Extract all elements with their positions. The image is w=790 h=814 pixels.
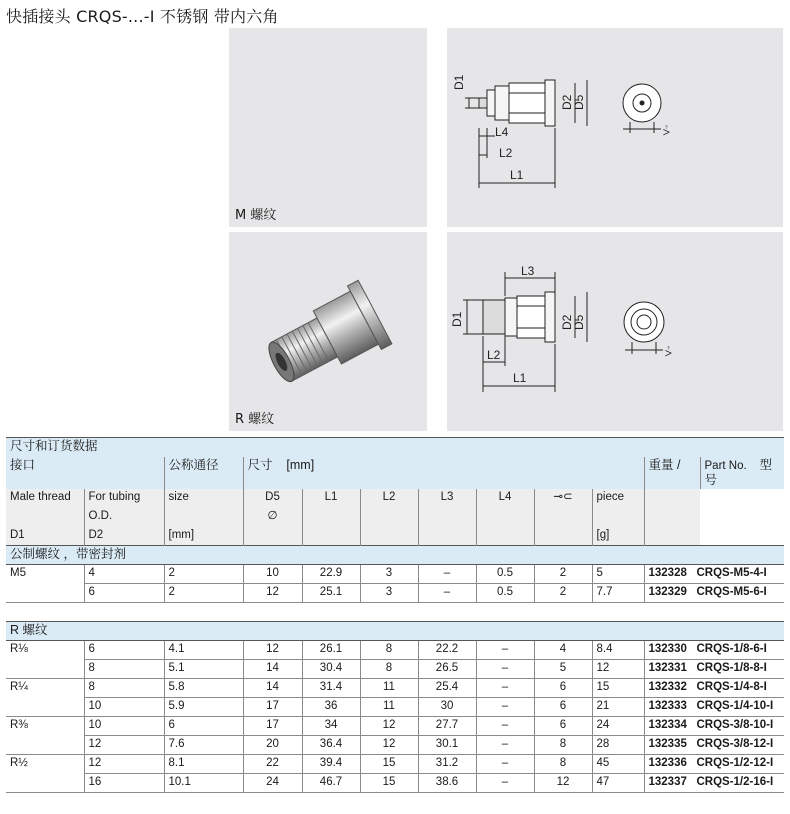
r-dim-d2-label: D2 (560, 314, 574, 330)
table-section-header (6, 438, 784, 457)
hdr-part-model (700, 457, 784, 489)
r-dim-l1-label: L1 (513, 371, 527, 385)
cell-l2: 12 (360, 736, 418, 755)
page-title: 快插接头 CRQS-...-I 不锈钢 带内六角 (6, 7, 279, 26)
hdr-od: O.D. (84, 508, 164, 527)
table-row (6, 736, 784, 755)
cell-part: 132328 (648, 567, 687, 579)
cell-thread (6, 774, 84, 793)
cell-model: CRQS-1/2-16-I (696, 776, 774, 788)
cell-l1: 39.4 (302, 755, 360, 774)
cell-weight: 7.7 (592, 584, 644, 603)
cell-d5: 17 (243, 698, 302, 717)
hdr-d2: D2 (84, 527, 164, 546)
r-thread-drawing (447, 232, 783, 431)
table-row (6, 679, 784, 698)
cell-size: 8.1 (164, 755, 243, 774)
cell-l1: 22.9 (302, 565, 360, 584)
header-row-2 (6, 489, 784, 508)
cell-l4: – (476, 736, 534, 755)
hdr-wrench-icon: ⊸⊂ (534, 489, 592, 508)
cell-l4: – (476, 660, 534, 679)
cell-weight: 47 (592, 774, 644, 793)
cell-wrench: 5 (534, 660, 592, 679)
r-thread-rows (6, 641, 784, 793)
dim-l1-label: L1 (510, 168, 524, 182)
cell-part-model (644, 641, 784, 660)
cell-l2: 11 (360, 698, 418, 717)
dim-d1-label: D1 (452, 74, 466, 90)
cell-tubing: 4 (84, 565, 164, 584)
m-thread-drawing (447, 28, 783, 227)
cell-tubing: 10 (84, 698, 164, 717)
table-row (6, 565, 784, 584)
m-thread-photo-panel (229, 28, 427, 227)
r-dim-l3-label: L3 (521, 264, 535, 278)
m-thread-drawing-panel (447, 28, 783, 227)
cell-l4: 0.5 (476, 565, 534, 584)
fitting-photo (229, 232, 427, 431)
cell-l3: 27.7 (418, 717, 476, 736)
cell-part: 132331 (648, 662, 687, 674)
cell-l2: 3 (360, 584, 418, 603)
hdr-part-no: Part No. (704, 459, 747, 472)
cell-size: 6 (164, 717, 243, 736)
dim-d2-label: D2 (560, 94, 574, 110)
hdr-size-unit: [mm] (164, 527, 243, 546)
cell-l1: 30.4 (302, 660, 360, 679)
cell-thread: R⅛ (10, 643, 28, 655)
cell-tubing: 12 (84, 755, 164, 774)
cell-part: 132334 (648, 719, 687, 731)
cell-l3: 25.4 (418, 679, 476, 698)
cell-d5: 12 (243, 584, 302, 603)
cell-l4: – (476, 755, 534, 774)
cell-weight: 45 (592, 755, 644, 774)
cell-weight: 24 (592, 717, 644, 736)
cell-size: 5.1 (164, 660, 243, 679)
cell-l2: 15 (360, 755, 418, 774)
cell-size: 2 (164, 584, 243, 603)
cell-wrench: 8 (534, 736, 592, 755)
r-dim-d5-label: D5 (572, 314, 586, 330)
cell-part-model (644, 717, 784, 736)
table-row (6, 698, 784, 717)
cell-weight: 15 (592, 679, 644, 698)
cell-d5: 24 (243, 774, 302, 793)
spec-table (6, 437, 784, 793)
cell-part: 132332 (648, 681, 687, 693)
cell-l4: – (476, 717, 534, 736)
cell-d5: 12 (243, 641, 302, 660)
cell-l2: 12 (360, 717, 418, 736)
cell-d5: 22 (243, 755, 302, 774)
cell-tubing: 6 (84, 584, 164, 603)
cell-model: CRQS-1/8-6-I (696, 643, 767, 655)
cell-l1: 25.1 (302, 584, 360, 603)
hdr-weight: 重量 / (644, 457, 700, 489)
cell-model: CRQS-3/8-12-I (696, 738, 774, 750)
hdr-diameter-icon: ∅ (243, 508, 302, 527)
hdr-model: 型号 (704, 457, 772, 487)
cell-weight: 5 (592, 565, 644, 584)
cell-model: CRQS-M5-4-I (696, 567, 767, 579)
cell-l2: 3 (360, 565, 418, 584)
r-dim-l2-label: L2 (487, 348, 501, 362)
spacer-row (6, 603, 784, 622)
hdr-size: size (164, 489, 243, 508)
cell-part: 132329 (648, 586, 687, 598)
cell-d5: 14 (243, 660, 302, 679)
cell-weight: 28 (592, 736, 644, 755)
hdr-l1: L1 (302, 489, 360, 508)
cell-l3: 31.2 (418, 755, 476, 774)
cell-l4: – (476, 679, 534, 698)
dim-d5-label: D5 (572, 94, 586, 110)
cell-model: CRQS-3/8-10-I (696, 719, 774, 731)
cell-l3: – (418, 584, 476, 603)
r-section-row (6, 622, 784, 641)
cell-l1: 31.4 (302, 679, 360, 698)
r-section-title: R 螺纹 (6, 622, 784, 641)
cell-tubing: 8 (84, 679, 164, 698)
cell-l1: 36 (302, 698, 360, 717)
hdr-l4: L4 (476, 489, 534, 508)
cell-d5: 10 (243, 565, 302, 584)
header-row-3 (6, 508, 784, 527)
cell-thread (6, 584, 84, 603)
hdr-d5: D5 (243, 489, 302, 508)
cell-l4: – (476, 641, 534, 660)
cell-tubing: 16 (84, 774, 164, 793)
r-thread-label: R 螺纹 (235, 412, 275, 427)
cell-thread (6, 736, 84, 755)
hdr-mm-unit: [mm] (286, 457, 315, 472)
cell-weight: 12 (592, 660, 644, 679)
table-row (6, 717, 784, 736)
cell-tubing: 10 (84, 717, 164, 736)
cell-l2: 8 (360, 641, 418, 660)
cell-part-model (644, 736, 784, 755)
cell-part-model (644, 660, 784, 679)
cell-l4: – (476, 698, 534, 717)
cell-part: 132336 (648, 757, 687, 769)
cell-model: CRQS-1/4-10-I (696, 700, 774, 712)
cell-part-model (644, 679, 784, 698)
cell-size: 5.9 (164, 698, 243, 717)
cell-size: 4.1 (164, 641, 243, 660)
cell-thread (6, 660, 84, 679)
cell-wrench: 6 (534, 698, 592, 717)
table-row (6, 584, 784, 603)
m-thread-label: M 螺纹 (235, 208, 277, 223)
dim-l4-label: L4 (495, 125, 509, 139)
table-row (6, 641, 784, 660)
table-title: 尺寸和订货数据 (6, 438, 784, 457)
r-thread-photo-panel (229, 232, 427, 431)
cell-part: 132333 (648, 700, 687, 712)
cell-size: 7.6 (164, 736, 243, 755)
cell-size: 10.1 (164, 774, 243, 793)
hdr-l3: L3 (418, 489, 476, 508)
table-row (6, 774, 784, 793)
cell-wrench: 4 (534, 641, 592, 660)
hdr-for-tubing: For tubing (84, 489, 164, 508)
cell-part-model (644, 698, 784, 717)
hdr-connection: 接口 (10, 457, 36, 472)
cell-tubing: 12 (84, 736, 164, 755)
cell-model: CRQS-1/2-12-I (696, 757, 774, 769)
cell-l3: 30 (418, 698, 476, 717)
cell-wrench: 2 (534, 565, 592, 584)
cell-l2: 8 (360, 660, 418, 679)
metric-section-row (6, 546, 784, 565)
metric-section-title: 公制螺纹 ，带密封剂 (6, 546, 784, 565)
cell-d5: 17 (243, 717, 302, 736)
cell-l1: 46.7 (302, 774, 360, 793)
cell-wrench: 6 (534, 717, 592, 736)
cell-weight: 21 (592, 698, 644, 717)
hdr-piece: piece (592, 489, 644, 508)
cell-part: 132330 (648, 643, 687, 655)
hdr-l2: L2 (360, 489, 418, 508)
cell-part-model (644, 565, 784, 584)
cell-l3: 30.1 (418, 736, 476, 755)
cell-thread: R⅜ (10, 719, 28, 731)
cell-thread (6, 698, 84, 717)
r-dim-d1-label: D1 (450, 311, 464, 327)
cell-l2: 15 (360, 774, 418, 793)
cell-thread: R½ (10, 757, 28, 769)
dim-l2-label: L2 (499, 146, 513, 160)
cell-l2: 11 (360, 679, 418, 698)
cell-tubing: 8 (84, 660, 164, 679)
cell-wrench: 2 (534, 584, 592, 603)
wrench-icon: ⩼ (663, 124, 670, 138)
cell-size: 5.8 (164, 679, 243, 698)
cell-l1: 36.4 (302, 736, 360, 755)
hdr-weight-unit: [g] (592, 527, 644, 546)
r-wrench-icon: ⩼ (665, 345, 672, 359)
hdr-dimensions: 尺寸 [mm] (243, 457, 644, 489)
cell-tubing: 6 (84, 641, 164, 660)
cell-l1: 34 (302, 717, 360, 736)
header-row-4 (6, 527, 784, 546)
cell-thread: R¼ (10, 681, 28, 693)
cell-d5: 20 (243, 736, 302, 755)
cell-size: 2 (164, 565, 243, 584)
cell-weight: 8.4 (592, 641, 644, 660)
cell-l1: 26.1 (302, 641, 360, 660)
cell-l4: 0.5 (476, 584, 534, 603)
cell-part-model (644, 774, 784, 793)
cell-part: 132335 (648, 738, 687, 750)
cell-model: CRQS-1/8-8-I (696, 662, 767, 674)
cell-model: CRQS-1/4-8-I (696, 681, 767, 693)
cell-l3: 22.2 (418, 641, 476, 660)
hdr-d1: D1 (10, 528, 25, 541)
cell-d5: 14 (243, 679, 302, 698)
cell-l3: 38.6 (418, 774, 476, 793)
hdr-male-thread: Male thread (10, 490, 71, 503)
cell-wrench: 6 (534, 679, 592, 698)
cell-thread: M5 (10, 567, 26, 579)
cell-wrench: 12 (534, 774, 592, 793)
hdr-nominal: 公称通径 (164, 457, 243, 489)
table-row (6, 660, 784, 679)
r-thread-drawing-panel (447, 232, 783, 431)
cell-part-model (644, 755, 784, 774)
header-row-1 (6, 457, 784, 489)
cell-part: 132337 (648, 776, 687, 788)
cell-wrench: 8 (534, 755, 592, 774)
table-row (6, 755, 784, 774)
cell-l3: – (418, 565, 476, 584)
cell-l4: – (476, 774, 534, 793)
cell-model: CRQS-M5-6-I (696, 586, 767, 598)
cell-part-model (644, 584, 784, 603)
cell-l3: 26.5 (418, 660, 476, 679)
